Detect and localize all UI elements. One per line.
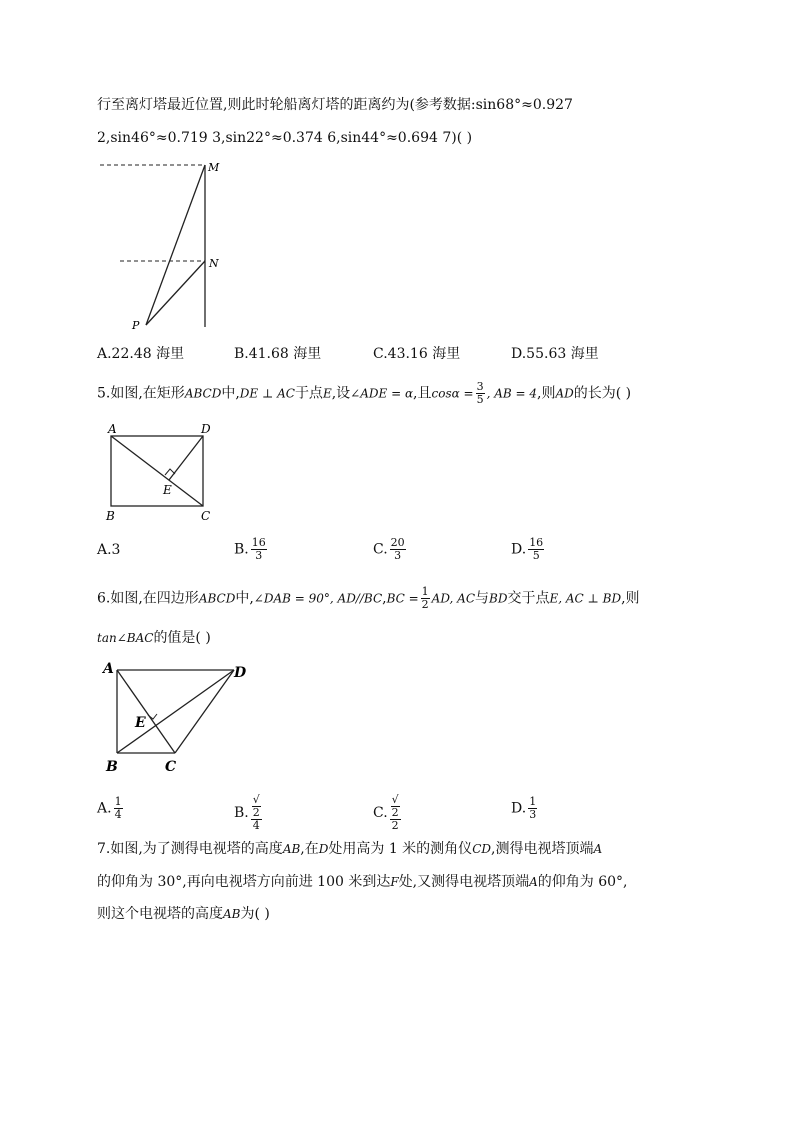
q5-option-b — [234, 537, 269, 562]
q6-stem-part: , — [382, 590, 387, 607]
q5-figure — [100, 418, 230, 526]
q6-math: E, AC ⊥ BD — [549, 591, 622, 606]
q7-stem-part: 7.如图,为了测得电视塔的高度 — [97, 841, 283, 857]
q5-stem-part: 5.如图,在矩形 — [97, 385, 185, 402]
option-prefix: B. — [234, 805, 249, 821]
q5-label-d: D — [201, 422, 211, 436]
q6-option-c-frac — [390, 794, 401, 832]
q7-stem-part: 则这个电视塔的高度 — [97, 906, 223, 922]
q5-option-b-frac — [251, 537, 267, 562]
sqrt-radicand: 2 — [391, 806, 399, 819]
q6-math: tan∠BAC — [97, 631, 154, 645]
frac-num-sqrt: √ 2 — [252, 793, 260, 819]
q5-stem-part: ,设 — [331, 385, 351, 402]
q6-right-angle-mark — [148, 714, 157, 719]
q7-stem-part: 为( ) — [240, 906, 270, 922]
q7-math: A — [593, 842, 603, 856]
q6-option-a — [97, 796, 125, 821]
q6-math: AD, AC — [431, 591, 476, 606]
q5-option-d — [511, 537, 546, 562]
q5-stem-part: ,且 — [413, 385, 432, 402]
option-prefix: A. — [97, 800, 112, 817]
frac-den: 3 — [255, 549, 263, 562]
q4-figure — [95, 155, 235, 335]
q7-stem-line2 — [97, 872, 628, 892]
q5-option-a: A.3 — [97, 542, 121, 558]
q6-label-d: D — [234, 665, 247, 681]
q7-stem-part: 处,又测得电视塔顶端 — [398, 874, 530, 890]
sqrt-radicand: 2 — [252, 806, 260, 819]
q5-stem — [97, 381, 631, 406]
q4-text-line1: 行至离灯塔最近位置,则此时轮船离灯塔的距离约为(参考数据:sin68°≈0.927 — [97, 97, 573, 113]
q7-stem-line3 — [97, 904, 270, 924]
q5-math: , AB = 4 — [486, 386, 538, 401]
q6-stem-part: 中, — [235, 590, 254, 607]
q5-option-c-frac — [390, 537, 406, 562]
q6-stem-part: ,则 — [621, 590, 640, 607]
q7-stem-part: 处用高为 1 米的测角仪 — [328, 841, 473, 857]
q6-diagonal-ac — [117, 670, 175, 753]
q5-math: ABCD — [184, 386, 222, 401]
frac-num: 1 — [114, 795, 122, 808]
q5-stem-part: ,则 — [537, 385, 556, 402]
frac-num: 16 — [251, 536, 266, 549]
q6-option-d — [511, 796, 539, 821]
q6-frac-num: 1 — [421, 585, 429, 598]
q4-line-pn — [146, 261, 205, 325]
q6-option-b — [234, 794, 264, 832]
q6-option-d-frac — [528, 796, 537, 821]
q6-option-c — [373, 794, 403, 832]
q7-math: CD — [472, 842, 491, 856]
q7-stem-part: 的仰角为 60°, — [537, 874, 628, 890]
q5-label-b: B — [106, 509, 115, 523]
q4-text-line2: 2,sin46°≈0.719 3,sin22°≈0.374 6,sin44°≈0.694 7)( ) — [97, 130, 473, 146]
q6-stem-part: 与 — [475, 590, 490, 607]
q6-stem-line2 — [97, 628, 211, 648]
q6-label-e: E — [135, 715, 146, 731]
q4-label-n: N — [209, 257, 219, 270]
q4-line-pm — [146, 165, 205, 325]
q5-frac-num: 3 — [476, 380, 484, 393]
q7-math: F — [390, 875, 399, 889]
q7-stem-line1 — [97, 839, 602, 859]
q7-stem-part: ,测得电视塔顶端 — [491, 841, 594, 857]
q5-stem-part: 于点 — [294, 385, 323, 402]
frac-num: 16 — [529, 536, 544, 549]
q6-frac-den: 2 — [421, 598, 429, 611]
q4-label-p: P — [132, 319, 140, 332]
q6-label-b: B — [106, 759, 118, 775]
q6-math: ABCD — [198, 591, 236, 606]
q5-label-e: E — [163, 483, 172, 497]
q7-math: D — [318, 842, 329, 856]
q5-option-d-frac — [528, 537, 544, 562]
q6-label-a: A — [103, 661, 114, 677]
frac-den: 4 — [114, 808, 122, 821]
q4-option-b: B.41.68 海里 — [234, 346, 322, 362]
frac-den: 3 — [394, 549, 402, 562]
q7-stem-part: 的仰角为 30°,再向电视塔方向前进 100 米到达 — [97, 874, 391, 890]
q5-math: DE ⊥ AC — [239, 386, 295, 401]
option-prefix: D. — [511, 800, 527, 817]
option-prefix: C. — [373, 805, 388, 821]
q5-fraction — [476, 381, 485, 406]
frac-num-sqrt: √ 2 — [391, 793, 399, 819]
q6-stem-part: 6.如图,在四边形 — [97, 590, 199, 607]
q6-stem-line1 — [97, 586, 640, 611]
q7-math: A — [529, 875, 538, 889]
frac-den: 4 — [252, 819, 260, 832]
q5-stem-part: 中, — [221, 385, 240, 402]
q6-fraction — [421, 586, 430, 611]
q5-option-c — [373, 537, 408, 562]
q6-option-a-frac — [114, 796, 123, 821]
frac-den: 3 — [529, 808, 537, 821]
option-prefix: D. — [511, 541, 527, 558]
q5-math: AD — [555, 386, 574, 401]
q4-option-a: A.22.48 海里 — [97, 346, 185, 362]
frac-num: 20 — [390, 536, 405, 549]
q7-math: AB — [282, 842, 301, 856]
q6-stem-part: 交于点 — [507, 590, 550, 607]
option-prefix: C. — [373, 541, 388, 558]
q5-stem-part: 的长为( ) — [573, 385, 632, 402]
frac-num: 1 — [529, 795, 537, 808]
option-prefix: B. — [234, 541, 249, 558]
q6-figure — [100, 657, 260, 777]
q5-frac-den: 5 — [476, 393, 484, 406]
q6-math: BD — [489, 591, 508, 606]
q6-side-cd — [175, 670, 234, 753]
q5-math: ∠ADE = α — [350, 386, 414, 401]
q5-label-c: C — [201, 509, 211, 523]
q5-diagonal-ac — [111, 436, 203, 506]
frac-den: 5 — [532, 549, 540, 562]
q7-stem-part: ,在 — [300, 841, 319, 857]
q6-stem-part: 的值是( ) — [153, 630, 211, 646]
q6-diagonal-bd — [117, 670, 234, 753]
q4-label-m: M — [208, 161, 220, 174]
q5-math: cosα = — [431, 386, 474, 401]
q6-option-b-frac — [251, 794, 262, 832]
q5-label-a: A — [108, 422, 117, 436]
q6-label-c: C — [165, 759, 177, 775]
q4-option-c: C.43.16 海里 — [373, 346, 461, 362]
q5-math: E — [322, 386, 332, 401]
q6-math: BC = — [386, 591, 419, 606]
frac-den: 2 — [391, 819, 399, 832]
q4-option-d: D.55.63 海里 — [511, 346, 599, 362]
q7-math: AB — [223, 907, 241, 921]
q6-math: ∠DAB = 90°, AD//BC — [253, 591, 383, 606]
